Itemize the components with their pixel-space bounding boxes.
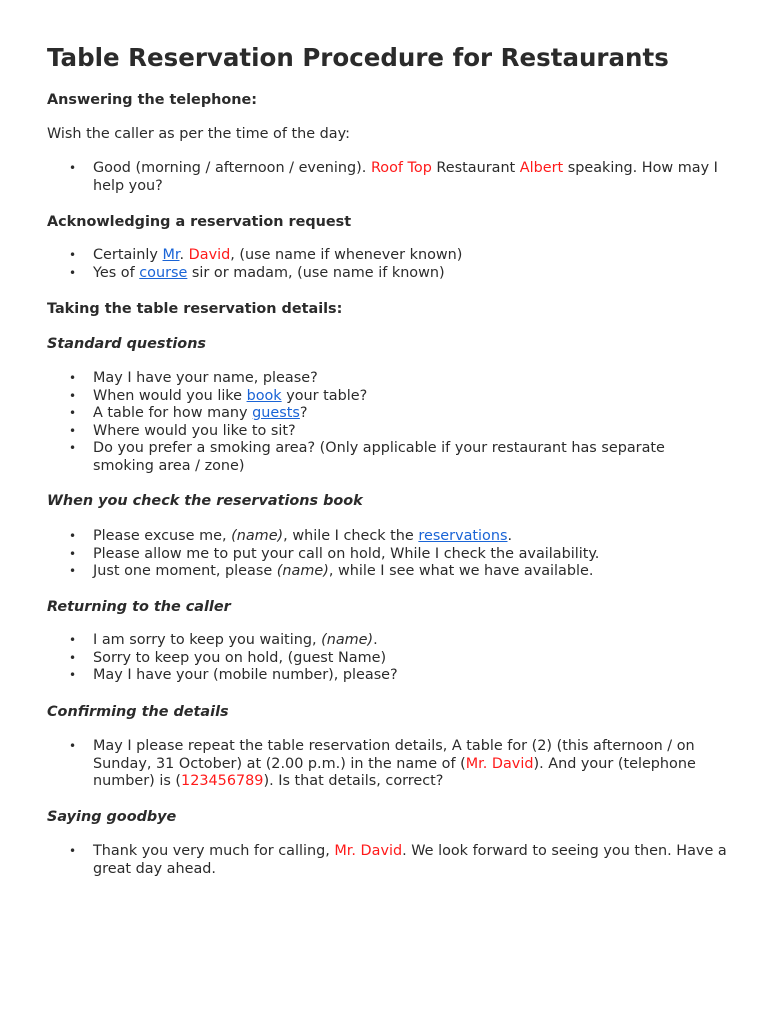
list-item: • Please allow me to put your call on hold, While I check the availability. — [47, 546, 727, 564]
check-list — [47, 528, 727, 581]
section-heading-goodbye: Saying goodbye — [47, 809, 177, 825]
answering-intro: Wish the caller as per the time of the day: — [47, 126, 350, 142]
section-heading-acknowledging: Acknowledging a reservation request — [47, 214, 352, 230]
list-item: • Where would you like to sit? — [47, 423, 727, 441]
list-item: • May I have your (mobile number), please? — [47, 667, 727, 685]
list-item: • Certainly Mr. David, (use name if whenever known) — [47, 247, 727, 265]
section-heading-check: When you check the reservations book — [47, 493, 363, 509]
highlight-guest-name: Mr. David — [465, 755, 534, 772]
answering-list — [47, 160, 727, 195]
section-heading-standard: Standard questions — [47, 336, 206, 352]
link-guests[interactable]: guests — [252, 405, 300, 422]
section-heading-taking: Taking the table reservation details: — [47, 301, 343, 317]
link-reservations[interactable]: reservations — [418, 528, 508, 544]
list-item: • Do you prefer a smoking area? (Only applicable if your restaurant has separate smoking area / zone) — [47, 440, 727, 475]
standard-list — [47, 370, 727, 476]
list-item: • May I please repeat the table reservation details, A table for (2) (this afternoon / on Sunday, 31 October) at (2.00 p.m.) in the name of (Mr. David). And your (telephone number) is (123456789). Is that details, correct? — [47, 738, 727, 791]
page-title: Table Reservation Procedure for Restaurants — [47, 43, 669, 72]
highlight-restaurant-name: Roof Top — [370, 160, 432, 176]
confirming-list — [47, 738, 727, 791]
acknowledging-list — [47, 247, 727, 282]
list-item: • May I have your name, please? — [47, 370, 727, 388]
highlight-guest-name: Mr. David — [334, 843, 403, 859]
highlight-phone-number: 123456789 — [181, 773, 264, 790]
list-item: • Yes of course sir or madam, (use name if known) — [47, 265, 727, 283]
section-heading-answering: Answering the telephone: — [47, 92, 258, 108]
list-item: • Thank you very much for calling, Mr. David. We look forward to seeing you then. Have a great day ahead. — [47, 843, 727, 878]
link-course[interactable]: course — [139, 264, 188, 281]
section-heading-confirming: Confirming the details — [47, 704, 229, 720]
highlight-staff-name: Albert — [519, 160, 564, 176]
returning-list — [47, 632, 727, 685]
list-item: • Good (morning / afternoon / evening). Roof Top Restaurant Albert speaking. How may I help you? — [47, 160, 727, 195]
highlight-guest-name: David — [188, 247, 231, 263]
list-item: • A table for how many guests? — [47, 405, 727, 423]
list-item: • I am sorry to keep you waiting, (name). — [47, 632, 727, 650]
link-book[interactable]: book — [246, 387, 282, 404]
section-heading-returning: Returning to the caller — [47, 599, 231, 615]
goodbye-list — [47, 843, 727, 878]
list-item: • Please excuse me, (name), while I check the reservations. — [47, 528, 727, 546]
list-item: • Sorry to keep you on hold, (guest Name) — [47, 650, 727, 668]
list-item: • Just one moment, please (name), while I see what we have available. — [47, 563, 727, 581]
list-item: • When would you like book your table? — [47, 388, 727, 406]
link-mr[interactable]: Mr — [162, 247, 180, 263]
